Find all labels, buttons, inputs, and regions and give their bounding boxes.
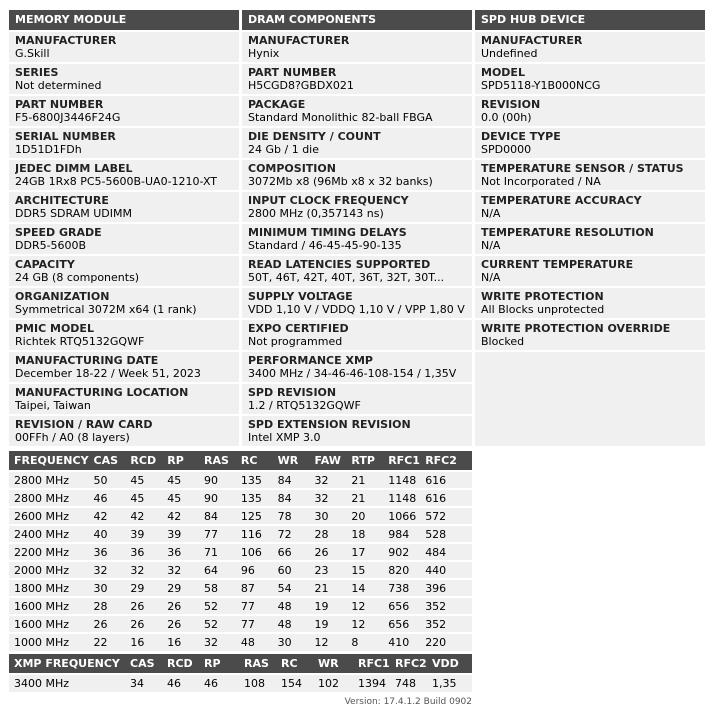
- spd-hub-panel: [475, 10, 705, 446]
- freq-cell: 2200 MHz: [9, 543, 89, 561]
- memory-module-field-label: SERIES: [15, 66, 59, 79]
- dram-components-field-label: MANUFACTURER: [248, 34, 350, 47]
- freq-cell: 84: [273, 489, 310, 507]
- xmp-column-header: XMP FREQUENCY: [9, 654, 125, 674]
- freq-cell: 820: [383, 561, 420, 579]
- spd-hub-field-value: N/A: [481, 271, 501, 284]
- freq-cell: 45: [162, 489, 199, 507]
- dram-components-field-value: 24 Gb / 1 die: [248, 143, 320, 156]
- freq-cell: 90: [199, 471, 236, 489]
- freq-cell: 16: [162, 633, 199, 651]
- freq-cell: 50: [89, 471, 126, 489]
- freq-cell: 30: [309, 507, 346, 525]
- freq-cell: 28: [89, 597, 126, 615]
- spd-hub-field-label: WRITE PROTECTION OVERRIDE: [481, 322, 671, 335]
- freq-column-header: RP: [162, 451, 199, 471]
- memory-module-field-value: 1D51D1FDh: [15, 143, 82, 156]
- freq-cell: 32: [309, 489, 346, 507]
- freq-cell: 21: [346, 489, 383, 507]
- freq-row: [9, 471, 472, 489]
- memory-module-field-value: F5-6800J3446F24G: [15, 111, 121, 124]
- spd-hub-field-value: SPD0000: [481, 143, 532, 156]
- memory-module-field: [9, 160, 239, 190]
- dram-components-field-value: VDD 1,10 V / VDDQ 1,10 V / VPP 1,80 V: [248, 303, 465, 316]
- freq-cell: 26: [309, 543, 346, 561]
- freq-column-header: FAW: [309, 451, 346, 471]
- freq-cell: 77: [199, 525, 236, 543]
- xmp-column-header: RFC2: [390, 654, 427, 674]
- xmp-column-header: VDD: [427, 654, 472, 674]
- freq-cell: 87: [236, 579, 273, 597]
- spd-hub-field-value: Undefined: [481, 47, 538, 60]
- spd-hub-field: [475, 224, 705, 254]
- spd-hub-field: [475, 32, 705, 62]
- memory-module-field-value: Richtek RTQ5132GQWF: [15, 335, 145, 348]
- freq-row: [9, 543, 472, 561]
- freq-cell: 26: [125, 615, 162, 633]
- memory-module-field-value: December 18-22 / Week 51, 2023: [15, 367, 201, 380]
- dram-components-field-value: 2800 MHz (0,357143 ns): [248, 207, 384, 220]
- freq-cell: 14: [346, 579, 383, 597]
- spd-hub-field-label: REVISION: [481, 98, 541, 111]
- freq-cell: 36: [125, 543, 162, 561]
- dram-components-field: [242, 96, 472, 126]
- freq-cell: 40: [89, 525, 126, 543]
- spd-hub-field-label: DEVICE TYPE: [481, 130, 561, 143]
- freq-cell: 616: [420, 489, 472, 507]
- freq-cell: 396: [420, 579, 472, 597]
- spd-hub-field-label: MANUFACTURER: [481, 34, 583, 47]
- freq-cell: 72: [273, 525, 310, 543]
- dram-components-header: DRAM COMPONENTS: [242, 10, 472, 30]
- freq-cell: 12: [346, 597, 383, 615]
- freq-cell: 45: [125, 471, 162, 489]
- spd-hub-field: [475, 64, 705, 94]
- dram-components-field-value: 3400 MHz / 34-46-46-108-154 / 1,35V: [248, 367, 457, 380]
- freq-cell: 29: [162, 579, 199, 597]
- freq-cell: 30: [273, 633, 310, 651]
- dram-components-field-label: SUPPLY VOLTAGE: [248, 290, 353, 303]
- freq-cell: 26: [162, 615, 199, 633]
- xmp-cell: 46: [199, 674, 239, 692]
- memory-module-field-label: MANUFACTURING LOCATION: [15, 386, 189, 399]
- freq-cell: 220: [420, 633, 472, 651]
- memory-module-field: [9, 96, 239, 126]
- dram-components-field-value: Standard Monolithic 82-ball FBGA: [248, 111, 433, 124]
- freq-cell: 17: [346, 543, 383, 561]
- freq-cell: 42: [162, 507, 199, 525]
- freq-cell: 15: [346, 561, 383, 579]
- freq-cell: 48: [273, 615, 310, 633]
- freq-cell: 1148: [383, 471, 420, 489]
- dram-components-field-label: PART NUMBER: [248, 66, 337, 79]
- freq-column-header: FREQUENCY: [9, 451, 89, 471]
- spd-hub-field-label: CURRENT TEMPERATURE: [481, 258, 634, 271]
- xmp-timing-table: [9, 654, 472, 692]
- freq-cell: 26: [125, 597, 162, 615]
- xmp-cell: 46: [162, 674, 199, 692]
- freq-cell: 21: [346, 471, 383, 489]
- dram-components-field-label: SPD REVISION: [248, 386, 337, 399]
- freq-cell: 2000 MHz: [9, 561, 89, 579]
- freq-column-header: RC: [236, 451, 273, 471]
- xmp-cell: 108: [239, 674, 276, 692]
- freq-cell: 66: [273, 543, 310, 561]
- freq-cell: 48: [236, 633, 273, 651]
- memory-module-field-label: CAPACITY: [15, 258, 75, 271]
- dram-components-field: [242, 192, 472, 222]
- freq-row: [9, 507, 472, 525]
- freq-cell: 616: [420, 471, 472, 489]
- dram-components-field: [242, 256, 472, 286]
- freq-cell: 984: [383, 525, 420, 543]
- dram-components-field: [242, 320, 472, 350]
- xmp-cell: 102: [313, 674, 353, 692]
- memory-module-field-value: 00FFh / A0 (8 layers): [15, 431, 130, 444]
- freq-cell: 12: [309, 633, 346, 651]
- freq-cell: 58: [199, 579, 236, 597]
- freq-column-header: WR: [273, 451, 310, 471]
- freq-cell: 1600 MHz: [9, 597, 89, 615]
- freq-column-header: RFC1: [383, 451, 420, 471]
- freq-cell: 21: [309, 579, 346, 597]
- spd-hub-field: [475, 96, 705, 126]
- memory-module-header: MEMORY MODULE: [9, 10, 239, 30]
- dram-components-field-value: Hynix: [248, 47, 280, 60]
- spd-hub-field-value: N/A: [481, 239, 501, 252]
- freq-cell: 2800 MHz: [9, 471, 89, 489]
- freq-cell: 2600 MHz: [9, 507, 89, 525]
- freq-cell: 84: [273, 471, 310, 489]
- memory-module-field-label: SPEED GRADE: [15, 226, 102, 239]
- xmp-column-header: RC: [276, 654, 313, 674]
- memory-module-field: [9, 64, 239, 94]
- freq-cell: 135: [236, 489, 273, 507]
- memory-module-field: [9, 32, 239, 62]
- freq-cell: 71: [199, 543, 236, 561]
- freq-cell: 52: [199, 615, 236, 633]
- freq-cell: 36: [89, 543, 126, 561]
- dram-components-field-label: PACKAGE: [248, 98, 306, 111]
- spd-hub-field-label: TEMPERATURE SENSOR / STATUS: [481, 162, 684, 175]
- freq-cell: 484: [420, 543, 472, 561]
- spd-hub-header: SPD HUB DEVICE: [475, 10, 705, 30]
- freq-cell: 78: [273, 507, 310, 525]
- freq-cell: 135: [236, 471, 273, 489]
- memory-module-field-value: DDR5-5600B: [15, 239, 87, 252]
- freq-cell: 656: [383, 615, 420, 633]
- xmp-column-header: WR: [313, 654, 353, 674]
- freq-cell: 16: [125, 633, 162, 651]
- dram-components-field-value: 50T, 46T, 42T, 40T, 36T, 32T, 30T...: [248, 271, 445, 284]
- dram-components-field-value: Not programmed: [248, 335, 343, 348]
- dram-components-field: [242, 288, 472, 318]
- freq-row: [9, 597, 472, 615]
- dram-components-field-label: DIE DENSITY / COUNT: [248, 130, 381, 143]
- freq-cell: 440: [420, 561, 472, 579]
- memory-module-field-label: ORGANIZATION: [15, 290, 110, 303]
- memory-module-field-label: MANUFACTURER: [15, 34, 117, 47]
- freq-cell: 39: [162, 525, 199, 543]
- memory-module-field-value: G.Skill: [15, 47, 50, 60]
- memory-module-field: [9, 352, 239, 382]
- freq-cell: 1000 MHz: [9, 633, 89, 651]
- freq-row: [9, 525, 472, 543]
- dram-components-field-label: SPD EXTENSION REVISION: [248, 418, 411, 431]
- freq-cell: 1800 MHz: [9, 579, 89, 597]
- xmp-row: [9, 674, 472, 692]
- memory-module-field: [9, 192, 239, 222]
- spd-hub-field-value: N/A: [481, 207, 501, 220]
- freq-cell: 29: [125, 579, 162, 597]
- xmp-cell: 154: [276, 674, 313, 692]
- freq-cell: 39: [125, 525, 162, 543]
- memory-module-field: [9, 128, 239, 158]
- freq-row: [9, 561, 472, 579]
- freq-cell: 84: [199, 507, 236, 525]
- freq-cell: 1066: [383, 507, 420, 525]
- freq-cell: 125: [236, 507, 273, 525]
- freq-cell: 42: [89, 507, 126, 525]
- spd-hub-field-label: TEMPERATURE ACCURACY: [481, 194, 642, 207]
- xmp-cell: 34: [125, 674, 162, 692]
- freq-cell: 28: [309, 525, 346, 543]
- spd-hub-field: [475, 192, 705, 222]
- spd-hub-empty-area: [475, 352, 705, 446]
- dram-components-field: [242, 32, 472, 62]
- freq-cell: 528: [420, 525, 472, 543]
- freq-cell: 45: [162, 471, 199, 489]
- memory-module-field: [9, 256, 239, 286]
- freq-cell: 30: [89, 579, 126, 597]
- freq-cell: 352: [420, 615, 472, 633]
- dram-components-field-label: MINIMUM TIMING DELAYS: [248, 226, 407, 239]
- xmp-cell: 748: [390, 674, 427, 692]
- freq-cell: 54: [273, 579, 310, 597]
- freq-row: [9, 615, 472, 633]
- freq-cell: 32: [309, 471, 346, 489]
- freq-row: [9, 579, 472, 597]
- memory-module-field-label: ARCHITECTURE: [15, 194, 109, 207]
- spd-hub-field-label: MODEL: [481, 66, 525, 79]
- dram-components-field: [242, 128, 472, 158]
- memory-module-field-label: MANUFACTURING DATE: [15, 354, 159, 367]
- freq-cell: 738: [383, 579, 420, 597]
- freq-cell: 52: [199, 597, 236, 615]
- freq-cell: 46: [89, 489, 126, 507]
- xmp-column-header: RCD: [162, 654, 199, 674]
- freq-cell: 656: [383, 597, 420, 615]
- freq-cell: 64: [199, 561, 236, 579]
- freq-cell: 352: [420, 597, 472, 615]
- xmp-cell: 3400 MHz: [9, 674, 125, 692]
- freq-cell: 77: [236, 597, 273, 615]
- spd-hub-field: [475, 160, 705, 190]
- freq-cell: 19: [309, 597, 346, 615]
- freq-cell: 116: [236, 525, 273, 543]
- dram-components-field-label: COMPOSITION: [248, 162, 336, 175]
- spd-hub-field-label: TEMPERATURE RESOLUTION: [481, 226, 654, 239]
- freq-column-header: CAS: [89, 451, 126, 471]
- freq-cell: 1148: [383, 489, 420, 507]
- memory-module-field-value: DDR5 SDRAM UDIMM: [15, 207, 132, 220]
- memory-module-field-label: PART NUMBER: [15, 98, 104, 111]
- memory-module-field-label: PMIC MODEL: [15, 322, 94, 335]
- dram-components-field: [242, 384, 472, 414]
- memory-module-field-value: Not determined: [15, 79, 102, 92]
- dram-components-panel: [242, 10, 472, 446]
- memory-module-field-label: SERIAL NUMBER: [15, 130, 116, 143]
- xmp-cell: 1394: [353, 674, 390, 692]
- xmp-column-header: RAS: [239, 654, 276, 674]
- xmp-column-header: RFC1: [353, 654, 390, 674]
- memory-module-panel: [9, 10, 239, 446]
- freq-cell: 572: [420, 507, 472, 525]
- dram-components-field-label: INPUT CLOCK FREQUENCY: [248, 194, 409, 207]
- spd-hub-field: [475, 256, 705, 286]
- freq-cell: 26: [162, 597, 199, 615]
- memory-module-field-value: 24 GB (8 components): [15, 271, 140, 284]
- freq-cell: 48: [273, 597, 310, 615]
- frequency-timing-table: [9, 451, 472, 651]
- freq-cell: 8: [346, 633, 383, 651]
- freq-column-header: RAS: [199, 451, 236, 471]
- freq-cell: 45: [125, 489, 162, 507]
- dram-components-field: [242, 64, 472, 94]
- freq-column-header: RTP: [346, 451, 383, 471]
- freq-cell: 60: [273, 561, 310, 579]
- freq-row: [9, 633, 472, 651]
- spd-hub-field-value: Blocked: [481, 335, 525, 348]
- memory-module-field-value: 24GB 1Rx8 PC5-5600B-UA0-1210-XT: [15, 175, 218, 188]
- xmp-column-header: RP: [199, 654, 239, 674]
- freq-cell: 42: [125, 507, 162, 525]
- dram-components-field-value: Standard / 46-45-45-90-135: [248, 239, 402, 252]
- freq-cell: 26: [89, 615, 126, 633]
- freq-column-header: RCD: [125, 451, 162, 471]
- memory-module-field: [9, 224, 239, 254]
- dram-components-field: [242, 160, 472, 190]
- freq-cell: 77: [236, 615, 273, 633]
- dram-components-field: [242, 416, 472, 446]
- xmp-cell: 1,35: [427, 674, 472, 692]
- version-label: Version: 17.4.1.2 Build 0902: [344, 697, 472, 707]
- dram-components-field: [242, 224, 472, 254]
- freq-cell: 19: [309, 615, 346, 633]
- dram-components-field-label: READ LATENCIES SUPPORTED: [248, 258, 431, 271]
- spd-hub-field-label: WRITE PROTECTION: [481, 290, 604, 303]
- freq-cell: 90: [199, 489, 236, 507]
- dram-components-field-value: 1.2 / RTQ5132GQWF: [248, 399, 361, 412]
- spd-hub-field-value: SPD5118-Y1B000NCG: [481, 79, 601, 92]
- memory-module-field: [9, 384, 239, 414]
- spd-hub-field: [475, 320, 705, 350]
- dram-components-field-value: H5CGD8?GBDX021: [248, 79, 354, 92]
- memory-module-field-value: Taipei, Taiwan: [15, 399, 91, 412]
- dram-components-field-value: 3072Mb x8 (96Mb x8 x 32 banks): [248, 175, 433, 188]
- dram-components-field-value: Intel XMP 3.0: [248, 431, 321, 444]
- spd-hub-field-value: All Blocks unprotected: [481, 303, 605, 316]
- freq-cell: 32: [162, 561, 199, 579]
- memory-module-field-value: Symmetrical 3072M x64 (1 rank): [15, 303, 197, 316]
- spd-hub-field: [475, 128, 705, 158]
- freq-cell: 410: [383, 633, 420, 651]
- xmp-column-header: CAS: [125, 654, 162, 674]
- freq-cell: 12: [346, 615, 383, 633]
- spd-hub-field-value: 0.0 (00h): [481, 111, 532, 124]
- freq-row: [9, 489, 472, 507]
- freq-cell: 32: [89, 561, 126, 579]
- dram-components-field-label: EXPO CERTIFIED: [248, 322, 349, 335]
- memory-module-field: [9, 416, 239, 446]
- spd-hub-field: [475, 288, 705, 318]
- freq-cell: 106: [236, 543, 273, 561]
- freq-cell: 902: [383, 543, 420, 561]
- freq-cell: 18: [346, 525, 383, 543]
- freq-cell: 2400 MHz: [9, 525, 89, 543]
- spd-hub-field-value: Not Incorporated / NA: [481, 175, 601, 188]
- memory-module-field: [9, 288, 239, 318]
- freq-cell: 22: [89, 633, 126, 651]
- dram-components-field: [242, 352, 472, 382]
- memory-module-field-label: JEDEC DIMM LABEL: [15, 162, 133, 175]
- freq-cell: 32: [199, 633, 236, 651]
- freq-column-header: RFC2: [420, 451, 472, 471]
- memory-module-field: [9, 320, 239, 350]
- freq-cell: 23: [309, 561, 346, 579]
- freq-cell: 96: [236, 561, 273, 579]
- dram-components-field-label: PERFORMANCE XMP: [248, 354, 373, 367]
- freq-cell: 32: [125, 561, 162, 579]
- freq-cell: 36: [162, 543, 199, 561]
- freq-cell: 20: [346, 507, 383, 525]
- freq-cell: 2800 MHz: [9, 489, 89, 507]
- memory-module-field-label: REVISION / RAW CARD: [15, 418, 153, 431]
- freq-cell: 1600 MHz: [9, 615, 89, 633]
